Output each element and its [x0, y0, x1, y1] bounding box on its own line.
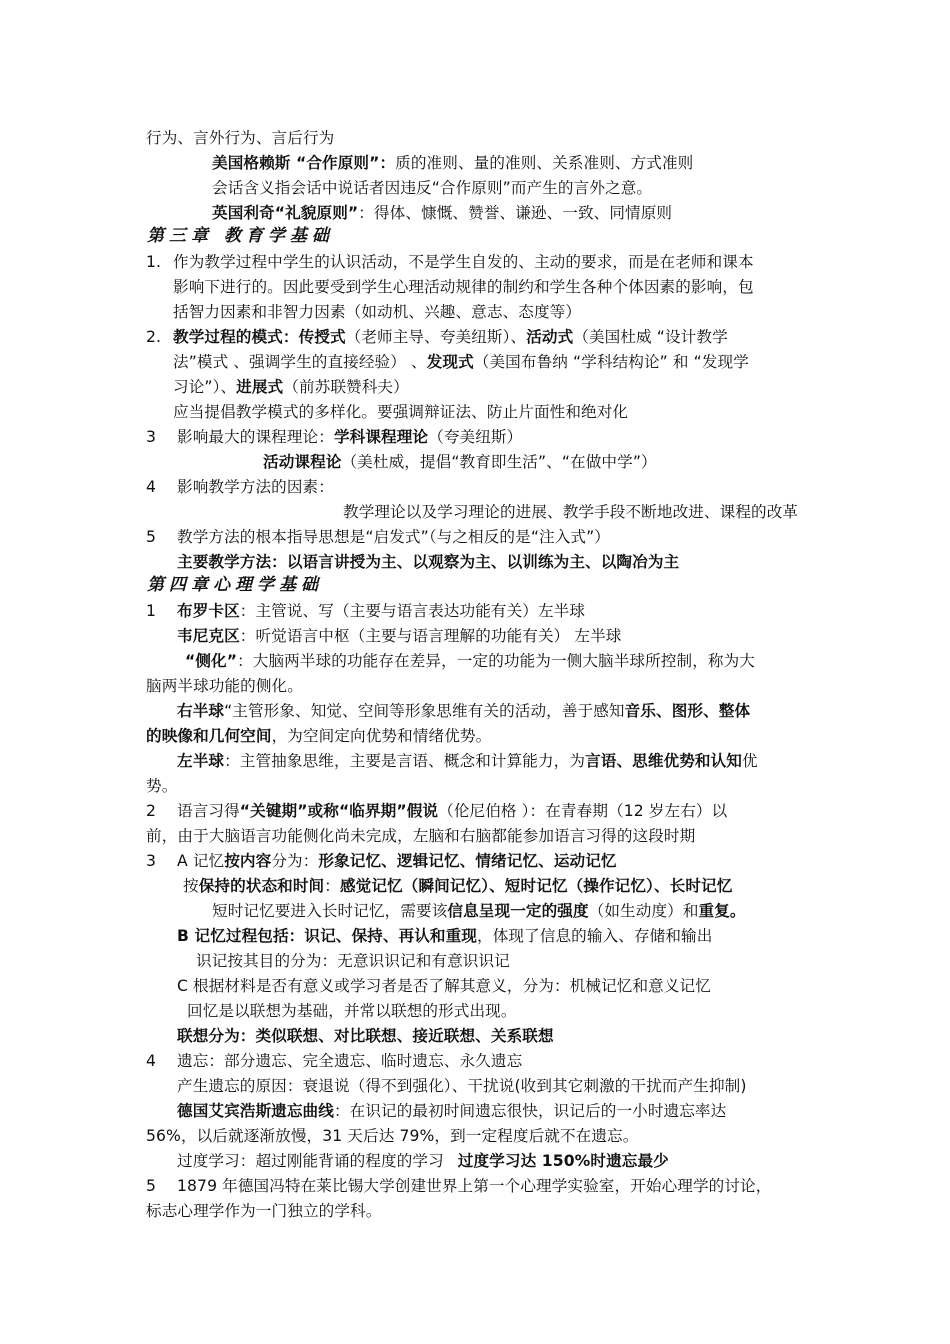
- text-line: “侧化”：大脑两半球的功能存在差异，一定的功能为一侧大脑半球所控制，称为大: [185, 652, 755, 670]
- text-line: 影响最大的课程理论：学科课程理论（夸美纽斯）: [177, 428, 523, 446]
- list-number: 1.: [146, 253, 162, 271]
- text-line: 回忆是以联想为基础，并常以联想的形式出现。: [187, 1002, 517, 1020]
- list-number: 4: [146, 1052, 157, 1070]
- text-line: 教学方法的根本指导思想是“启发式”（与之相反的是“注入式”）: [177, 528, 610, 546]
- list-number: 3: [146, 852, 157, 870]
- text-line: 影响教学方法的因素：: [177, 478, 334, 496]
- text-line: 主要教学方法：以语言讲授为主、以观察为主、以训练为主、以陶冶为主: [177, 553, 680, 571]
- text-line: 美国格赖斯 “合作原则”：质的准则、量的准则、关系准则、方式准则: [212, 154, 694, 172]
- list-number: 2: [146, 802, 157, 820]
- text-line: B 记忆过程包括：识记、保持、再认和重现，体现了信息的输入、存储和输出: [177, 927, 713, 945]
- text-line: 韦尼克区：听觉语言中枢（主要与语言理解的功能有关） 左半球: [177, 627, 622, 645]
- text-line: C 根据材料是否有意义或学习者是否了解其意义，分为：机械记忆和意义记忆: [177, 977, 711, 995]
- chapter-heading: 第四章心理学基础: [147, 575, 323, 595]
- text-line: A 记忆按内容分为：形象记忆、逻辑记忆、情绪记忆、运动记忆: [177, 852, 617, 870]
- text-line: 教学过程的模式：传授式（老师主导、夸美纽斯）、活动式（美国杜威 “设计教学: [173, 328, 728, 346]
- text-line: 活动课程论（美杜威，提倡“教育即生活”、“在做中学”）: [263, 453, 657, 471]
- text-line: 过度学习：超过刚能背诵的程度的学习 过度学习达 150%时遗忘最少: [177, 1152, 669, 1170]
- text-line: 的映像和几何空间，为空间定向优势和情绪优势。: [146, 727, 492, 745]
- text-line: 习论”）、进展式（前苏联赞科夫）: [173, 378, 409, 396]
- text-line: 联想分为：类似联想、对比联想、接近联想、关系联想: [177, 1027, 554, 1045]
- text-line: 右半球“主管形象、知觉、空间等形象思维有关的活动，善于感知音乐、图形、整体: [177, 702, 751, 720]
- text-line: 产生遗忘的原因：衰退说（得不到强化）、干扰说(收到其它刺激的干扰而产生抑制): [177, 1077, 747, 1095]
- text-line: 势。: [146, 777, 178, 795]
- list-number: 5: [146, 1177, 157, 1195]
- chapter-heading: 第三章 教育学基础: [147, 226, 334, 246]
- text-line: 按保持的状态和时间：感觉记忆（瞬间记忆）、短时记忆（操作记忆）、长时记忆: [183, 877, 733, 895]
- text-line: 会话含义指会话中说话者因违反“合作原则”而产生的言外之意。: [212, 179, 653, 197]
- text-line: 左半球：主管抽象思维，主要是言语、概念和计算能力，为言语、思维优势和认知优: [177, 752, 758, 770]
- text-line: 应当提倡教学模式的多样化。要强调辩证法、防止片面性和绝对化: [173, 403, 629, 421]
- text-line: 教学理论以及学习理论的进展、教学手段不断地改进、课程的改革: [343, 503, 799, 521]
- text-line: 脑两半球功能的侧化。: [146, 677, 303, 695]
- text-line: 影响下进行的。因此要受到学生心理活动规律的制约和学生各种个体因素的影响，包: [173, 278, 754, 296]
- list-number: 4: [146, 478, 157, 496]
- list-number: 1: [146, 602, 157, 620]
- list-number: 5: [146, 528, 157, 546]
- text-line: 法”模式 、强调学生的直接经验） 、发现式（美国布鲁纳 “学科结构论” 和 “发现学: [173, 353, 749, 371]
- list-number: 2.: [146, 328, 162, 346]
- text-line: 行为、言外行为、言后行为: [146, 129, 335, 147]
- text-line: 短时记忆要进入长时记忆，需要该信息呈现一定的强度（如生动度）和重复。: [212, 902, 746, 920]
- text-line: 1879 年德国冯特在莱比锡大学创建世界上第一个心理学实验室，开始心理学的讨论，: [177, 1177, 772, 1195]
- text-line: 括智力因素和非智力因素（如动机、兴趣、意志、态度等）: [173, 303, 582, 321]
- text-line: 英国利奇“礼貌原则”：得体、慷慨、赞誉、谦逊、一致、同情原则: [212, 204, 673, 222]
- text-line: 标志心理学作为一门独立的学科。: [146, 1202, 382, 1220]
- list-number: 3: [146, 428, 157, 446]
- text-line: 布罗卡区：主管说、写（主要与语言表达功能有关）左半球: [177, 602, 586, 620]
- text-line: 作为教学过程中学生的认识活动，不是学生自发的、主动的要求，而是在老师和课本: [173, 253, 754, 271]
- text-line: 德国艾宾浩斯遗忘曲线：在识记的最初时间遗忘很快，识记后的一小时遗忘率达: [177, 1102, 727, 1120]
- text-line: 遗忘：部分遗忘、完全遗忘、临时遗忘、永久遗忘: [177, 1052, 523, 1070]
- text-line: 识记按其目的分为：无意识识记和有意识识记: [196, 952, 510, 970]
- text-line: 前，由于大脑语言功能侧化尚未完成，左脑和右脑都能参加语言习得的这段时期: [146, 827, 696, 845]
- text-line: 语言习得“关键期”或称“临界期”假说（伦尼伯格 ）：在青春期（12 岁左右）以: [177, 802, 728, 820]
- text-line: 56%，以后就逐渐放慢，31 天后达 79%，到一定程度后就不在遗忘。: [146, 1127, 639, 1145]
